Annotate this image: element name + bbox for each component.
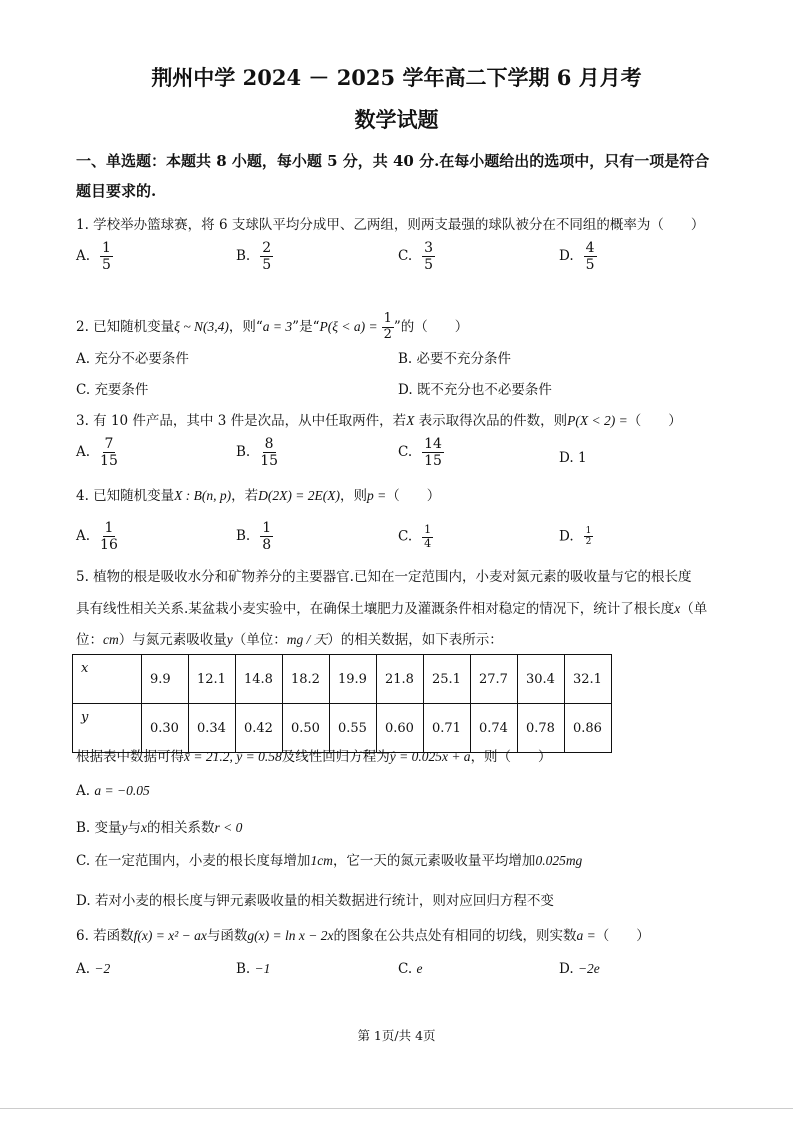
q2-option-c: C. 充要条件 — [76, 382, 149, 398]
section-heading-cont: 题目要求的. — [76, 182, 157, 200]
question-6-stem: 6. 若函数f(x) = x² − ax与函数g(x) = ln x − 2x的图象在公共点处有相同的切线，则实数a =（ ） — [76, 928, 650, 944]
table-header-y: y — [73, 704, 142, 753]
q2-option-a: A. 充分不必要条件 — [76, 351, 189, 367]
q5-option-a: A. a = −0.05 — [76, 783, 150, 799]
section-heading: 一、单选题：本题共 8 小题，每小题 5 分，共 40 分.在每小题给出的选项中，只有一项是符合 — [76, 152, 710, 170]
table-cell: 19.9 — [330, 655, 377, 704]
q1-option-a: A. $\frac{1}{5}$ — [76, 240, 111, 274]
data-table — [72, 654, 612, 753]
q4-option-a: A. $\frac{1}{16}$ — [76, 520, 118, 554]
q1-option-b: B. $\frac{2}{5}$ — [236, 240, 272, 274]
table-cell: 0.55 — [330, 704, 377, 753]
q6-option-a: A. −2 — [76, 961, 111, 977]
table-cell: 0.34 — [189, 704, 236, 753]
q5-option-d: D. 若对小麦的根长度与钾元素吸收量的相关数据进行统计，则对应回归方程不变 — [76, 893, 554, 909]
table-cell: 25.1 — [424, 655, 471, 704]
q3-option-a: A. $\frac{7}{15}$ — [76, 436, 118, 470]
table-cell: 27.7 — [471, 655, 518, 704]
page-bottom-divider — [0, 1108, 793, 1109]
table-cell: 0.50 — [283, 704, 330, 753]
q5-option-c: C. 在一定范围内，小麦的根长度每增加1cm，它一天的氮元素吸收量平均增加0.025mg — [76, 853, 583, 869]
question-2-stem: 2. 已知随机变量ξ ~ N(3,4)，则“a = 3”是“P(ξ < a) = $\frac{1}{2}$ ”的（ ） — [76, 311, 469, 342]
table-cell: 9.9 — [142, 655, 189, 704]
q1-option-c: C. $\frac{3}{5}$ — [398, 240, 434, 274]
table-cell: 12.1 — [189, 655, 236, 704]
question-5-regression: 根据表中数据可得x̄ = 21.2, ȳ = 0.58及线性回归方程为ŷ = 0.025x + a，则（ ） — [76, 749, 552, 765]
table-cell: 0.86 — [565, 704, 612, 753]
table-header-x: x — [73, 655, 142, 704]
q6-option-b: B. −1 — [236, 961, 271, 977]
table-cell: 0.74 — [471, 704, 518, 753]
table-cell: 0.78 — [518, 704, 565, 753]
q1-option-d: D. $\frac{4}{5}$ — [559, 240, 595, 274]
q5-option-b: B. 变量y与x的相关系数r < 0 — [76, 820, 243, 836]
question-3-stem: 3. 有 10 件产品，其中 3 件是次品，从中任取两件，若X 表示取得次品的件数，则P(X < 2) =（ ） — [76, 413, 682, 429]
table-cell: 21.8 — [377, 655, 424, 704]
q4-option-b: B. $\frac{1}{8}$ — [236, 520, 272, 554]
exam-title: 荆州中学 2024 － 2025 学年高二下学期 6 月月考 — [151, 65, 642, 90]
question-5-line2: 具有线性相关关系.某盆栽小麦实验中，在确保土壤肥力及灌溉条件相对稳定的情况下，统计了根长度x（单 — [76, 601, 708, 617]
table-cell: 18.2 — [283, 655, 330, 704]
page-number: 第 1页/共 4页 — [357, 1028, 436, 1043]
question-4-stem: 4. 已知随机变量X : B(n, p)，若D(2X) = 2E(X)，则p =（ ） — [76, 488, 441, 504]
q6-option-d: D. −2e — [559, 961, 600, 977]
q2-option-d: D. 既不充分也不必要条件 — [398, 382, 552, 398]
table-cell: 32.1 — [565, 655, 612, 704]
table-cell: 0.30 — [142, 704, 189, 753]
q2-option-b: B. 必要不充分条件 — [398, 351, 512, 367]
q6-option-c: C. e — [398, 961, 423, 977]
table-cell: 0.71 — [424, 704, 471, 753]
q4-option-d: D. $\frac{1}{2}$ — [559, 526, 592, 548]
q3-option-c: C. $\frac{14}{15}$ — [398, 436, 442, 470]
table-row-x — [73, 655, 612, 704]
question-5-line3: 位：cm）与氮元素吸收量y（单位：mg / 天）的相关数据，如下表所示： — [76, 632, 503, 648]
q4-option-c: C. $\frac{1}{4}$ — [398, 523, 432, 550]
q3-option-d: D. 1 — [559, 450, 587, 466]
exam-subtitle: 数学试题 — [354, 107, 439, 132]
table-cell: 14.8 — [236, 655, 283, 704]
table-cell: 0.42 — [236, 704, 283, 753]
table-cell: 0.60 — [377, 704, 424, 753]
q3-option-b: B. $\frac{8}{15}$ — [236, 436, 279, 470]
question-1-stem: 1. 学校举办篮球赛，将 6 支球队平均分成甲、乙两组，则两支最强的球队被分在不同组的概率为（ ） — [76, 217, 705, 233]
question-5-line1: 5. 植物的根是吸收水分和矿物养分的主要器官.已知在一定范围内，小麦对氮元素的吸收量与它的根长度 — [76, 569, 692, 585]
table-cell: 30.4 — [518, 655, 565, 704]
